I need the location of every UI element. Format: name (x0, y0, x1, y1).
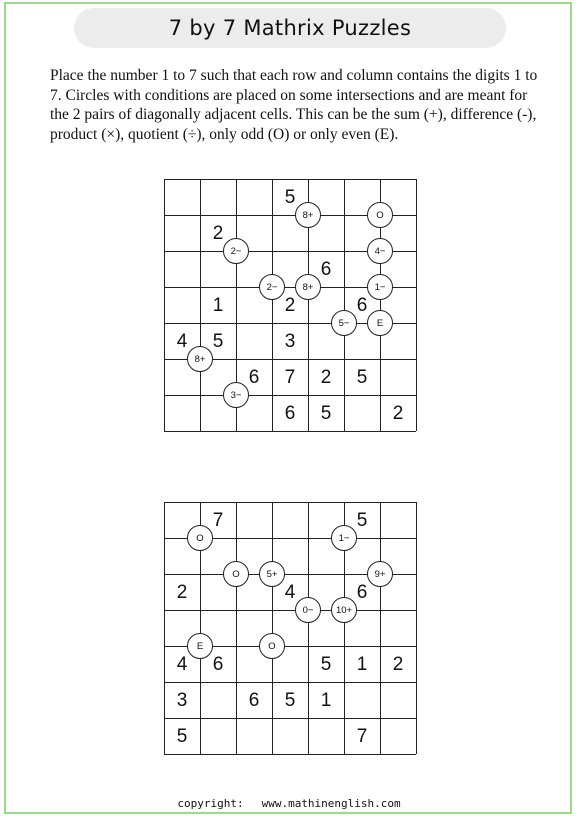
given-number: 4 (284, 582, 296, 603)
clue-circle: O (187, 525, 213, 551)
instructions-text: Place the number 1 to 7 such that each row and column contains the digits 1 to 7. Circles with conditions are placed on some intersections and are meant for the 2 pairs of diagonally adjacent cells. This can be the sum (+), difference (-), product (×), quotient (÷), only odd (O) or only even (E). (50, 67, 538, 143)
clue-circle: O (367, 202, 393, 228)
given-number: 6 (320, 259, 332, 280)
given-number: 7 (356, 726, 368, 747)
clue-circle: O (223, 561, 249, 587)
clue-circle: 1− (331, 525, 357, 551)
given-number: 2 (392, 403, 404, 424)
given-number: 2 (284, 295, 296, 316)
given-number: 7 (212, 510, 224, 531)
given-number: 5 (356, 510, 368, 531)
clue-circle: 2− (259, 274, 285, 300)
clue-circle: E (187, 633, 213, 659)
clue-circle: E (367, 310, 393, 336)
given-number: 6 (212, 654, 224, 675)
given-number: 1 (320, 690, 332, 711)
clue-circle: 0− (295, 597, 321, 623)
given-number: 2 (176, 582, 188, 603)
clue-circle: O (259, 633, 285, 659)
clue-circle: 8+ (295, 274, 321, 300)
clue-circle: 10+ (331, 597, 357, 623)
given-number: 5 (284, 187, 296, 208)
given-number: 5 (284, 690, 296, 711)
clue-circle: 1− (367, 274, 393, 300)
given-number: 6 (248, 690, 260, 711)
footer (0, 797, 578, 810)
given-number: 3 (176, 690, 188, 711)
given-number: 1 (212, 295, 224, 316)
given-number: 6 (356, 295, 368, 316)
clue-circle: 4− (367, 238, 393, 264)
clue-circle: 5+ (259, 561, 285, 587)
given-number: 4 (176, 331, 188, 352)
given-number: 5 (176, 726, 188, 747)
puzzle-grid-1 (164, 179, 416, 431)
clue-circle: 8+ (295, 202, 321, 228)
given-number: 4 (176, 654, 188, 675)
given-number: 2 (392, 654, 404, 675)
given-number: 6 (284, 403, 296, 424)
copyright-label: copyright: (177, 797, 244, 810)
given-number: 7 (284, 367, 296, 388)
given-number: 6 (248, 367, 260, 388)
given-number: 6 (356, 582, 368, 603)
clue-circle: 8+ (187, 346, 213, 372)
clue-circle: 9+ (367, 561, 393, 587)
given-number: 2 (212, 223, 224, 244)
given-number: 5 (356, 367, 368, 388)
puzzle-grid-2 (164, 502, 416, 754)
given-number: 3 (284, 331, 296, 352)
clue-circle: 2− (223, 238, 249, 264)
given-number: 5 (320, 654, 332, 675)
copyright-site: www.mathinenglish.com (261, 797, 401, 810)
given-number: 5 (320, 403, 332, 424)
given-number: 1 (356, 654, 368, 675)
page-title: 7 by 7 Mathrix Puzzles (74, 8, 506, 48)
given-number: 5 (212, 331, 224, 352)
clue-circle: 3− (223, 382, 249, 408)
clue-circle: 5− (331, 310, 357, 336)
given-number: 2 (320, 367, 332, 388)
